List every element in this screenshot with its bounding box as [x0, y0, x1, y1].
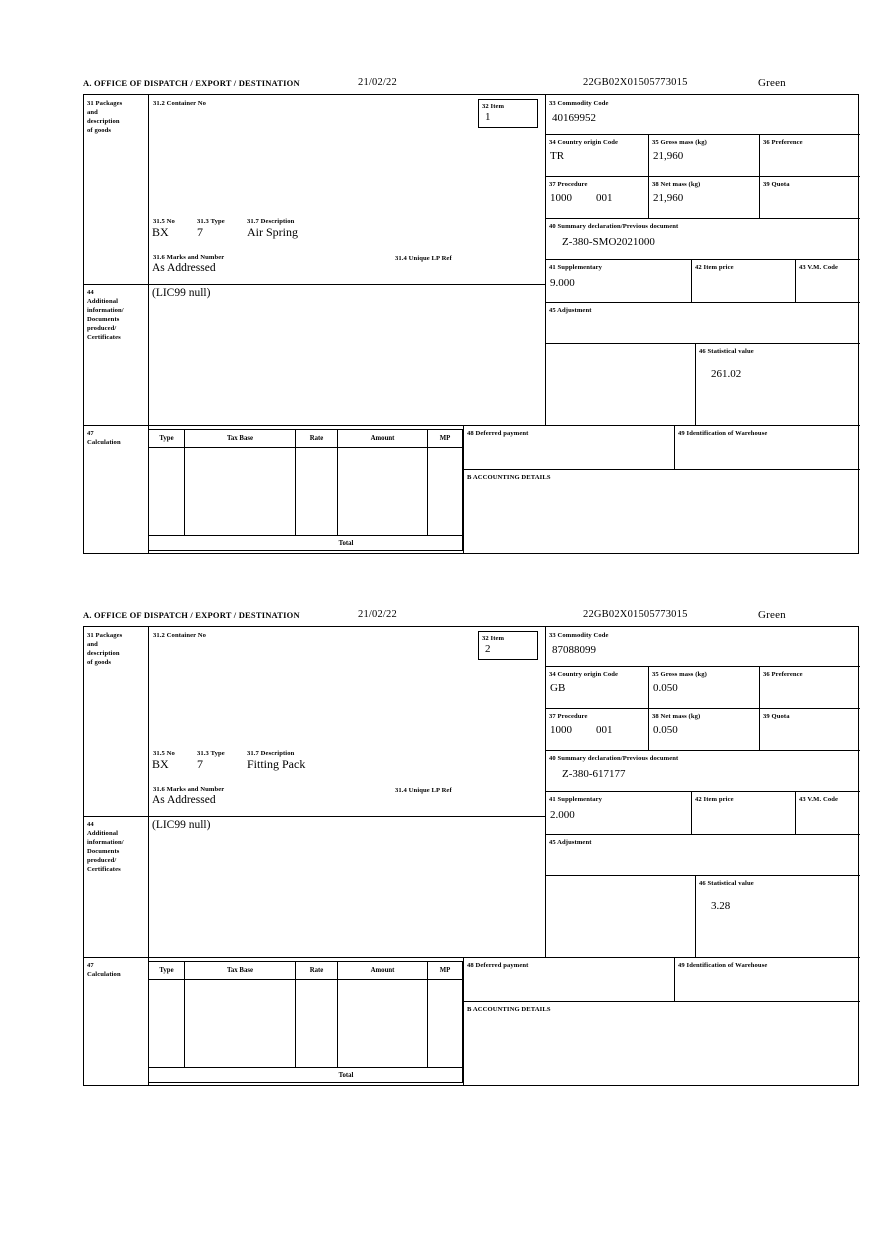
- procedure-label: 37 Procedure: [549, 713, 588, 720]
- adjustment-label: 45 Adjustment: [549, 307, 592, 314]
- packages-label: 31 Packages and description of goods: [87, 632, 123, 666]
- divider-40-bottom: [545, 259, 860, 260]
- calc-mp-header: MP: [439, 967, 451, 974]
- calculation-label: 47 Calculation: [87, 430, 121, 446]
- item-number-value: 2: [485, 643, 491, 655]
- divider-41-42: [691, 791, 692, 834]
- divider-48-bottom: [463, 1001, 860, 1002]
- divider-37-38: [648, 708, 649, 750]
- divider-box31-bottom: [84, 284, 545, 285]
- divider-48-left: [463, 957, 464, 1086]
- divider-34-row-bottom: [545, 176, 860, 177]
- packages-no-label: 31.5 No: [153, 218, 175, 225]
- summary-declaration-value: Z-380-SMO2021000: [562, 236, 655, 248]
- summary-declaration-value: Z-380-617177: [562, 768, 626, 780]
- office-of-dispatch-label: A. OFFICE OF DISPATCH / EXPORT / DESTINATION: [83, 78, 300, 88]
- divider-dotted-46: [545, 343, 546, 425]
- form-body-2: [83, 626, 859, 1086]
- divider-48-bottom: [463, 469, 860, 470]
- preference-label: 36 Preference: [763, 139, 803, 146]
- item-price-label: 42 Item price: [695, 796, 734, 803]
- gross-mass-label: 35 Gross mass (kg): [652, 671, 707, 678]
- country-origin-label: 34 Country origin Code: [549, 671, 619, 678]
- marks-and-number-value: As Addressed: [152, 794, 216, 806]
- calc-col-type-right: [184, 962, 185, 1067]
- supplementary-label: 41 Supplementary: [549, 264, 603, 271]
- adjustment-label: 45 Adjustment: [549, 839, 592, 846]
- country-origin-label: 34 Country origin Code: [549, 139, 619, 146]
- divider-37-row-bottom: [545, 750, 860, 751]
- customs-declaration-form-1: [83, 78, 861, 554]
- supplementary-value: 9.000: [550, 277, 575, 289]
- divider-42-43: [795, 259, 796, 302]
- net-mass-value: 21,960: [653, 192, 684, 204]
- net-mass-value: 0.050: [653, 724, 678, 736]
- divider-33-bottom: [545, 666, 860, 667]
- calc-col-amount-right: [427, 430, 428, 535]
- supplementary-label: 41 Supplementary: [549, 796, 603, 803]
- deferred-payment-label: 48 Deferred payment: [467, 962, 529, 969]
- form-header-1: [83, 78, 861, 94]
- form-body-1: [83, 94, 859, 554]
- calc-col-taxbase-right: [295, 430, 296, 535]
- calc-body-bottom: [149, 1067, 462, 1068]
- divider-left-label-column: [148, 95, 149, 425]
- packages-description-value: Fitting Pack: [247, 757, 306, 771]
- marks-and-number-label: 31.6 Marks and Number: [153, 254, 225, 261]
- unique-lp-ref-label: 31.4 Unique LP Ref: [395, 255, 452, 262]
- movement-reference-number: 22GB02X01505773015: [583, 77, 688, 88]
- divider-41-row-bottom: [545, 302, 860, 303]
- identification-warehouse-label: 49 Identification of Warehouse: [678, 962, 768, 969]
- net-mass-label: 38 Net mass (kg): [652, 713, 701, 720]
- commodity-code-label: 33 Commodity Code: [549, 100, 609, 107]
- calc-total-label: Total: [338, 1072, 354, 1079]
- divider-46-left: [695, 343, 696, 425]
- route-status: Green: [758, 609, 786, 621]
- item-label: 32 Item: [482, 103, 505, 110]
- marks-and-number-label: 31.6 Marks and Number: [153, 786, 225, 793]
- calc-col-amount-right: [427, 962, 428, 1067]
- item-number-value: 1: [485, 111, 491, 123]
- calc-col-type-right: [184, 430, 185, 535]
- declaration-date: 21/02/22: [358, 77, 397, 88]
- calc-col-rate-right: [337, 962, 338, 1067]
- vm-code-label: 43 V.M. Code: [799, 264, 839, 271]
- statistical-value-label: 46 Statistical value: [699, 348, 754, 355]
- accounting-details-label: B ACCOUNTING DETAILS: [467, 474, 551, 481]
- divider-37-row-bottom: [545, 218, 860, 219]
- packages-no-value: BX: [152, 757, 169, 771]
- commodity-code-value: 40169952: [552, 112, 596, 124]
- divider-37-38: [648, 176, 649, 218]
- calculation-label: 47 Calculation: [87, 962, 121, 978]
- calc-total-label: Total: [338, 540, 354, 547]
- packages-label: 31 Packages and description of goods: [87, 100, 123, 134]
- procedure-value-1: 1000: [550, 724, 572, 736]
- calc-body-bottom: [149, 535, 462, 536]
- divider-41-row-bottom: [545, 834, 860, 835]
- additional-information-value: (LIC99 null): [152, 287, 211, 299]
- divider-35-36: [759, 134, 760, 176]
- gross-mass-value: 0.050: [653, 682, 678, 694]
- additional-information-label: 44 Additional information/ Documents produced/ Certificates: [87, 821, 124, 873]
- gross-mass-label: 35 Gross mass (kg): [652, 139, 707, 146]
- statistical-value-value: 261.02: [711, 368, 742, 380]
- calc-amount-header: Amount: [370, 967, 395, 974]
- divider-left-label-column: [148, 627, 149, 957]
- additional-information-value: (LIC99 null): [152, 819, 211, 831]
- divider-35-36: [759, 666, 760, 708]
- deferred-payment-label: 48 Deferred payment: [467, 430, 529, 437]
- divider-33-bottom: [545, 134, 860, 135]
- packages-type-value: 7: [197, 225, 203, 239]
- calc-rate-header: Rate: [309, 435, 324, 442]
- country-origin-value: TR: [550, 150, 565, 162]
- divider-box31-bottom: [84, 816, 545, 817]
- summary-declaration-label: 40 Summary declaration/Previous document: [549, 755, 679, 762]
- calc-col-rate-right: [337, 430, 338, 535]
- divider-48-49: [674, 425, 675, 469]
- procedure-value-2: 001: [596, 724, 613, 736]
- divider-34-35: [648, 666, 649, 708]
- statistical-value-value: 3.28: [711, 900, 731, 912]
- commodity-code-label: 33 Commodity Code: [549, 632, 609, 639]
- office-of-dispatch-label: A. OFFICE OF DISPATCH / EXPORT / DESTINATION: [83, 610, 300, 620]
- divider-46-left: [695, 875, 696, 957]
- calculation-table: [148, 429, 463, 551]
- packages-description-label: 31.7 Description: [247, 750, 295, 757]
- calc-header-bottom: [149, 447, 462, 448]
- statistical-value-label: 46 Statistical value: [699, 880, 754, 887]
- divider-34-35: [648, 134, 649, 176]
- summary-declaration-label: 40 Summary declaration/Previous document: [549, 223, 679, 230]
- declaration-date: 21/02/22: [358, 609, 397, 620]
- packages-description-value: Air Spring: [247, 225, 298, 239]
- identification-warehouse-label: 49 Identification of Warehouse: [678, 430, 768, 437]
- unique-lp-ref-label: 31.4 Unique LP Ref: [395, 787, 452, 794]
- item-number-box: [478, 99, 538, 128]
- customs-declaration-form-2: [83, 610, 861, 1086]
- calc-tax-base-header: Tax Base: [227, 435, 253, 442]
- divider-45-bottom: [545, 875, 860, 876]
- route-status: Green: [758, 77, 786, 89]
- calc-type-header: Type: [159, 967, 174, 974]
- divider-45-bottom: [545, 343, 860, 344]
- container-no-label: 31.2 Container No: [153, 632, 207, 639]
- preference-label: 36 Preference: [763, 671, 803, 678]
- divider-42-43: [795, 791, 796, 834]
- divider-48-left: [463, 425, 464, 554]
- additional-information-label: 44 Additional information/ Documents produced/ Certificates: [87, 289, 124, 341]
- procedure-label: 37 Procedure: [549, 181, 588, 188]
- calculation-table: [148, 961, 463, 1083]
- packages-no-value: BX: [152, 225, 169, 239]
- calc-mp-header: MP: [439, 435, 451, 442]
- packages-type-value: 7: [197, 757, 203, 771]
- container-no-label: 31.2 Container No: [153, 100, 207, 107]
- quota-label: 39 Quota: [763, 713, 790, 720]
- accounting-details-label: B ACCOUNTING DETAILS: [467, 1006, 551, 1013]
- movement-reference-number: 22GB02X01505773015: [583, 609, 688, 620]
- quota-label: 39 Quota: [763, 181, 790, 188]
- item-number-box: [478, 631, 538, 660]
- form-header-2: [83, 610, 861, 626]
- divider-38-39: [759, 176, 760, 218]
- divider-40-bottom: [545, 791, 860, 792]
- commodity-code-value: 87088099: [552, 644, 596, 656]
- packages-description-label: 31.7 Description: [247, 218, 295, 225]
- packages-type-label: 31.3 Type: [197, 218, 225, 225]
- gross-mass-value: 21,960: [653, 150, 684, 162]
- divider-dotted-46: [545, 875, 546, 957]
- calc-col-taxbase-right: [295, 962, 296, 1067]
- packages-type-label: 31.3 Type: [197, 750, 225, 757]
- supplementary-value: 2.000: [550, 809, 575, 821]
- calc-amount-header: Amount: [370, 435, 395, 442]
- calc-rate-header: Rate: [309, 967, 324, 974]
- divider-48-49: [674, 957, 675, 1001]
- calc-type-header: Type: [159, 435, 174, 442]
- divider-38-39: [759, 708, 760, 750]
- divider-34-row-bottom: [545, 708, 860, 709]
- marks-and-number-value: As Addressed: [152, 262, 216, 274]
- vm-code-label: 43 V.M. Code: [799, 796, 839, 803]
- procedure-value-2: 001: [596, 192, 613, 204]
- procedure-value-1: 1000: [550, 192, 572, 204]
- country-origin-value: GB: [550, 682, 566, 694]
- divider-calculation-top: [84, 425, 860, 426]
- item-price-label: 42 Item price: [695, 264, 734, 271]
- divider-41-42: [691, 259, 692, 302]
- calc-header-bottom: [149, 979, 462, 980]
- net-mass-label: 38 Net mass (kg): [652, 181, 701, 188]
- packages-no-label: 31.5 No: [153, 750, 175, 757]
- item-label: 32 Item: [482, 635, 505, 642]
- calc-tax-base-header: Tax Base: [227, 967, 253, 974]
- divider-calculation-top: [84, 957, 860, 958]
